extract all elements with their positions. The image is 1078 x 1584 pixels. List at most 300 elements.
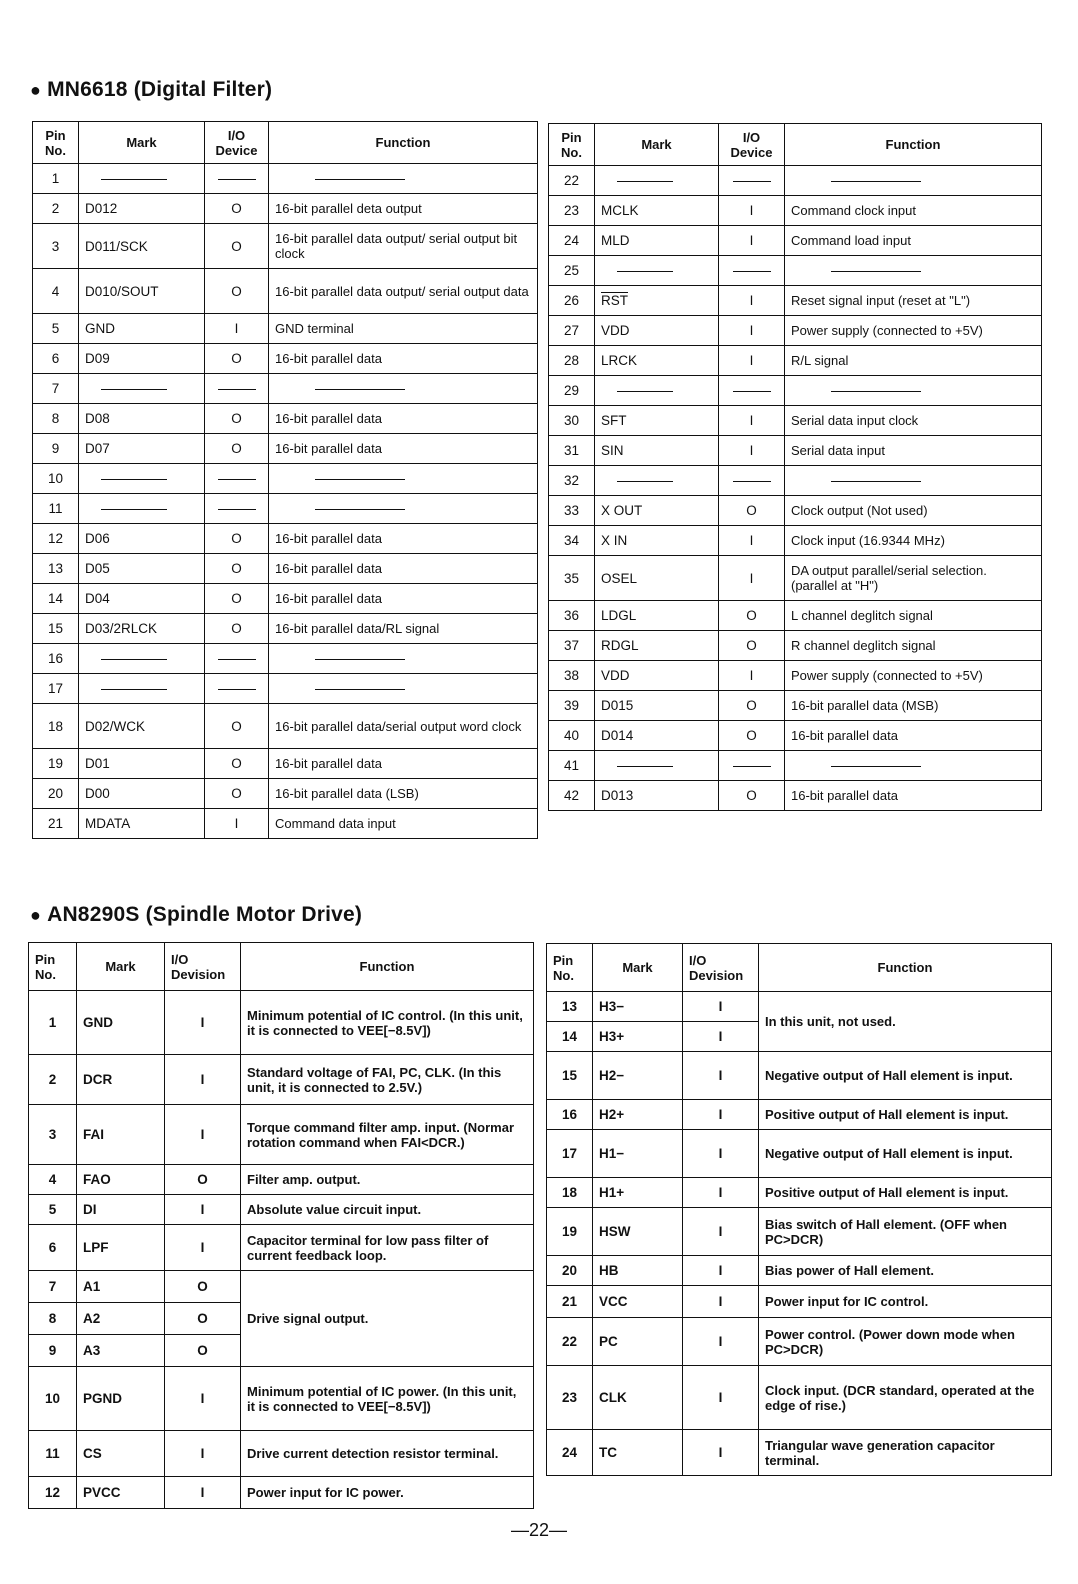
header-io: I/O Device [719,124,785,166]
blank-dash [831,181,921,182]
pin-mark: HSW [593,1208,683,1256]
section2-title [30,903,362,927]
pin-mark: D010/SOUT [79,269,205,314]
table-row [549,496,1042,526]
pin-function: 16-bit parallel data [269,344,538,374]
blank-dash [733,271,771,272]
pin-function: Absolute value circuit input. [241,1195,534,1225]
pin-number: 9 [33,434,79,464]
pin-mark: A2 [77,1303,165,1335]
table-row [549,781,1042,811]
table-row [549,376,1042,406]
io-type: I [719,196,785,226]
io-type: O [205,704,269,749]
io-type: I [165,1477,241,1509]
pin-function: Negative output of Hall element is input. [759,1130,1052,1178]
pin-number: 19 [547,1208,593,1256]
table-row [33,704,538,749]
pin-function: 16-bit parallel data output/ serial output data [269,269,538,314]
io-type: I [683,1022,759,1052]
io-type: O [205,614,269,644]
table-row [29,1225,534,1271]
pin-number: 7 [29,1271,77,1303]
table-row [33,809,538,839]
io-type: O [719,721,785,751]
table-row [547,1208,1052,1256]
blank-dash [218,479,256,480]
pin-number: 41 [549,751,595,781]
io-type: O [719,601,785,631]
blank-dash [101,509,167,510]
io-type: I [683,1286,759,1318]
mn6618-pin-table-right [548,123,1042,811]
pin-mark: D06 [79,524,205,554]
pin-number: 42 [549,781,595,811]
io-type: I [165,1367,241,1431]
pin-mark: OSEL [595,556,719,601]
pin-function: Bias power of Hall element. [759,1256,1052,1286]
pin-mark: D08 [79,404,205,434]
table-row [549,196,1042,226]
io-type: O [205,224,269,269]
table-row [29,1431,534,1477]
io-type: O [719,496,785,526]
bullet-icon: ● [30,905,42,925]
pin-mark: LRCK [595,346,719,376]
blank-dash [315,509,405,510]
pin-function: DA output parallel/serial selection. (parallel at "H") [785,556,1042,601]
io-type: I [719,226,785,256]
io-type: I [719,406,785,436]
io-type: O [165,1303,241,1335]
table-row [549,691,1042,721]
pin-mark: D09 [79,344,205,374]
section2-title-text: AN8290S (Spindle Motor Drive) [47,903,363,926]
io-type [205,464,269,494]
pin-number: 13 [33,554,79,584]
table-row [549,316,1042,346]
blank-dash [617,481,673,482]
pin-number: 20 [33,779,79,809]
io-type [205,674,269,704]
pin-number: 11 [33,494,79,524]
pin-function: Minimum potential of IC control. (In this unit, it is connected to VEE[−8.5V]) [241,991,534,1055]
table-row [33,554,538,584]
table-row [33,749,538,779]
pin-mark: H1− [593,1130,683,1178]
pin-function: R/L signal [785,346,1042,376]
table-row [549,346,1042,376]
io-type [205,644,269,674]
pin-function: 16-bit parallel data [785,781,1042,811]
pin-number: 10 [33,464,79,494]
table-row [29,1055,534,1105]
pin-function: R channel deglitch signal [785,631,1042,661]
header-pin: Pin No. [33,122,79,164]
page-number: —22— [510,1520,568,1540]
blank-dash [831,481,921,482]
pin-number: 4 [33,269,79,314]
pin-number: 2 [33,194,79,224]
io-type: O [719,691,785,721]
pin-function: Power input for IC power. [241,1477,534,1509]
table-row [33,374,538,404]
pin-mark [595,256,719,286]
pin-mark: H3+ [593,1022,683,1052]
pin-function [269,494,538,524]
io-type: I [683,1178,759,1208]
pin-mark: D00 [79,779,205,809]
blank-dash [733,181,771,182]
table-row [549,436,1042,466]
pin-function: Clock input (16.9344 MHz) [785,526,1042,556]
pin-function: Triangular wave generation capacitor terminal. [759,1430,1052,1476]
pin-function: Positive output of Hall element is input. [759,1100,1052,1130]
pin-mark: PC [593,1318,683,1366]
io-type: I [719,661,785,691]
pin-mark: H3− [593,992,683,1022]
table-row [33,614,538,644]
pin-number: 24 [549,226,595,256]
pin-mark: D05 [79,554,205,584]
pin-mark: D02/WCK [79,704,205,749]
pin-number: 39 [549,691,595,721]
io-type: I [719,346,785,376]
pin-function: 16-bit parallel data [269,524,538,554]
pin-function: Minimum potential of IC power. (In this unit, it is connected to VEE[−8.5V]) [241,1367,534,1431]
pin-function: Negative output of Hall element is input. [759,1052,1052,1100]
io-type: I [683,1208,759,1256]
pin-mark: FAI [77,1105,165,1165]
header-pin: Pin No. [547,944,593,992]
table-row [33,194,538,224]
pin-number: 9 [29,1335,77,1367]
blank-dash [218,689,256,690]
pin-mark [79,494,205,524]
header-pin: Pin No. [29,943,77,991]
pin-mark: SIN [595,436,719,466]
table-row [29,1271,534,1303]
blank-dash [218,179,256,180]
pin-function: Power input for IC control. [759,1286,1052,1318]
io-type [205,494,269,524]
pin-number: 38 [549,661,595,691]
pin-mark: X OUT [595,496,719,526]
pin-mark: D013 [595,781,719,811]
io-type: O [205,344,269,374]
blank-dash [617,271,673,272]
io-type: I [683,1130,759,1178]
pin-function [785,256,1042,286]
blank-dash [218,659,256,660]
io-type [719,751,785,781]
pin-number: 21 [33,809,79,839]
pin-mark: D012 [79,194,205,224]
table-row [549,406,1042,436]
pin-mark: D03/2RLCK [79,614,205,644]
table-row [549,286,1042,316]
pin-function: Power supply (connected to +5V) [785,316,1042,346]
pin-mark: D07 [79,434,205,464]
pin-number: 1 [29,991,77,1055]
pin-number: 17 [33,674,79,704]
pin-function: 16-bit parallel data (LSB) [269,779,538,809]
pin-number: 19 [33,749,79,779]
pin-function: Standard voltage of FAI, PC, CLK. (In this unit, it is connected to 2.5V.) [241,1055,534,1105]
table-row [33,224,538,269]
table-row [549,751,1042,781]
header-io: I/O Devision [165,943,241,991]
table-row [547,1100,1052,1130]
pin-mark [79,674,205,704]
io-type: O [719,781,785,811]
io-type: O [205,269,269,314]
pin-mark: CLK [593,1366,683,1430]
pin-mark: CS [77,1431,165,1477]
pin-number: 28 [549,346,595,376]
pin-number: 12 [33,524,79,554]
pin-number: 15 [33,614,79,644]
pin-mark: D014 [595,721,719,751]
pin-number: 16 [547,1100,593,1130]
pin-number: 18 [33,704,79,749]
header-mark: Mark [595,124,719,166]
header-io: I/O Devision [683,944,759,992]
pin-mark: TC [593,1430,683,1476]
pin-mark: H1+ [593,1178,683,1208]
blank-dash [617,391,673,392]
pin-mark: H2+ [593,1100,683,1130]
pin-mark: D04 [79,584,205,614]
blank-dash [101,479,167,480]
io-type: O [205,554,269,584]
pin-mark: A1 [77,1271,165,1303]
header-pin: Pin No. [549,124,595,166]
table-row [33,269,538,314]
pin-number: 34 [549,526,595,556]
table-row [547,1052,1052,1100]
pin-mark [595,376,719,406]
header-function: Function [241,943,534,991]
pin-function [785,376,1042,406]
pin-function [269,644,538,674]
io-type: I [683,1052,759,1100]
io-type: O [205,194,269,224]
pin-function-merged: In this unit, not used. [759,992,1052,1052]
table-row [549,661,1042,691]
pin-function: L channel deglitch signal [785,601,1042,631]
io-type: I [205,314,269,344]
pin-number: 30 [549,406,595,436]
io-type: I [165,1431,241,1477]
table-row [33,164,538,194]
pin-function: 16-bit parallel data/RL signal [269,614,538,644]
pin-number: 1 [33,164,79,194]
pin-function: 16-bit parallel data (MSB) [785,691,1042,721]
io-type [719,466,785,496]
table-row [549,256,1042,286]
pin-number: 23 [547,1366,593,1430]
pin-function: Serial data input [785,436,1042,466]
pin-mark: $\overline{RST}$ [595,286,719,316]
pin-mark: MDATA [79,809,205,839]
pin-number: 22 [547,1318,593,1366]
pin-mark: D01 [79,749,205,779]
pin-mark [79,164,205,194]
io-type: I [719,316,785,346]
table-row [549,526,1042,556]
pin-number: 7 [33,374,79,404]
blank-dash [831,271,921,272]
pin-function: Serial data input clock [785,406,1042,436]
pin-function: Command data input [269,809,538,839]
pin-number: 6 [29,1225,77,1271]
io-type: I [683,992,759,1022]
pin-number: 11 [29,1431,77,1477]
pin-mark: DCR [77,1055,165,1105]
table-row [547,1130,1052,1178]
pin-mark: D011/SCK [79,224,205,269]
blank-dash [617,766,673,767]
pin-function: 16-bit parallel data [269,554,538,584]
table-row [33,779,538,809]
blank-dash [831,766,921,767]
section1-title [30,78,272,102]
pin-number: 25 [549,256,595,286]
pin-function: Command clock input [785,196,1042,226]
pin-number: 14 [547,1022,593,1052]
header-mark: Mark [77,943,165,991]
table-row [547,992,1052,1022]
pin-mark: FAO [77,1165,165,1195]
mn6618-pin-table-left [32,121,538,839]
pin-number: 36 [549,601,595,631]
pin-number: 29 [549,376,595,406]
io-type [205,374,269,404]
io-type: I [165,1195,241,1225]
table-row [29,1165,534,1195]
pin-function: Drive current detection resistor terminal. [241,1431,534,1477]
section1-title-text: MN6618 (Digital Filter) [47,78,273,101]
table-row [33,344,538,374]
pin-number: 40 [549,721,595,751]
pin-number: 5 [33,314,79,344]
an8290s-pin-table-right [546,943,1052,1476]
io-type [205,164,269,194]
pin-number: 23 [549,196,595,226]
pin-mark [595,166,719,196]
table-row [549,166,1042,196]
pin-function [269,374,538,404]
pin-number: 18 [547,1178,593,1208]
io-type: I [683,1366,759,1430]
pin-number: 12 [29,1477,77,1509]
pin-number: 3 [33,224,79,269]
blank-dash [101,689,167,690]
io-type: I [683,1256,759,1286]
pin-number: 8 [33,404,79,434]
io-type [719,166,785,196]
io-type: O [165,1271,241,1303]
table-row [549,226,1042,256]
pin-number: 24 [547,1430,593,1476]
pin-function: Clock output (Not used) [785,496,1042,526]
pin-mark: VDD [595,661,719,691]
table-row [547,1366,1052,1430]
pin-mark: MLD [595,226,719,256]
table-row [29,1477,534,1509]
io-type: I [719,436,785,466]
table-row [33,674,538,704]
io-type: O [165,1335,241,1367]
blank-dash [315,179,405,180]
table-row [33,584,538,614]
blank-dash [617,181,673,182]
pin-function [785,466,1042,496]
table-row [547,1430,1052,1476]
pin-number: 31 [549,436,595,466]
pin-function: GND terminal [269,314,538,344]
pin-mark: LPF [77,1225,165,1271]
table-row [33,464,538,494]
pin-function: 16-bit parallel data [269,434,538,464]
table-row [29,1195,534,1225]
pin-mark: MCLK [595,196,719,226]
table-row [33,644,538,674]
an8290s-pin-table-left [28,942,534,1509]
pin-number: 20 [547,1256,593,1286]
pin-function [785,166,1042,196]
table-row [33,404,538,434]
pin-number: 6 [33,344,79,374]
io-type [719,376,785,406]
blank-dash [733,766,771,767]
header-io: I/O Device [205,122,269,164]
blank-dash [101,179,167,180]
io-type: I [683,1430,759,1476]
pin-number: 13 [547,992,593,1022]
header-mark: Mark [593,944,683,992]
pin-mark: LDGL [595,601,719,631]
io-type: I [683,1100,759,1130]
pin-number: 33 [549,496,595,526]
pin-function: Power supply (connected to +5V) [785,661,1042,691]
table-row [547,1256,1052,1286]
pin-number: 17 [547,1130,593,1178]
pin-function: 16-bit parallel data/serial output word clock [269,704,538,749]
header-function: Function [759,944,1052,992]
pin-number: 4 [29,1165,77,1195]
pin-number: 3 [29,1105,77,1165]
pin-mark: GND [77,991,165,1055]
pin-mark: VCC [593,1286,683,1318]
io-type: I [165,1225,241,1271]
table-row [33,314,538,344]
pin-number: 16 [33,644,79,674]
table-row [33,494,538,524]
io-type: I [719,526,785,556]
pin-number: 26 [549,286,595,316]
pin-function: 16-bit parallel data [269,749,538,779]
pin-function: Capacitor terminal for low pass filter of current feedback loop. [241,1225,534,1271]
pin-function [269,464,538,494]
blank-dash [218,389,256,390]
table-row [547,1178,1052,1208]
pin-number: 35 [549,556,595,601]
blank-dash [315,479,405,480]
pin-mark: VDD [595,316,719,346]
io-type: O [205,584,269,614]
